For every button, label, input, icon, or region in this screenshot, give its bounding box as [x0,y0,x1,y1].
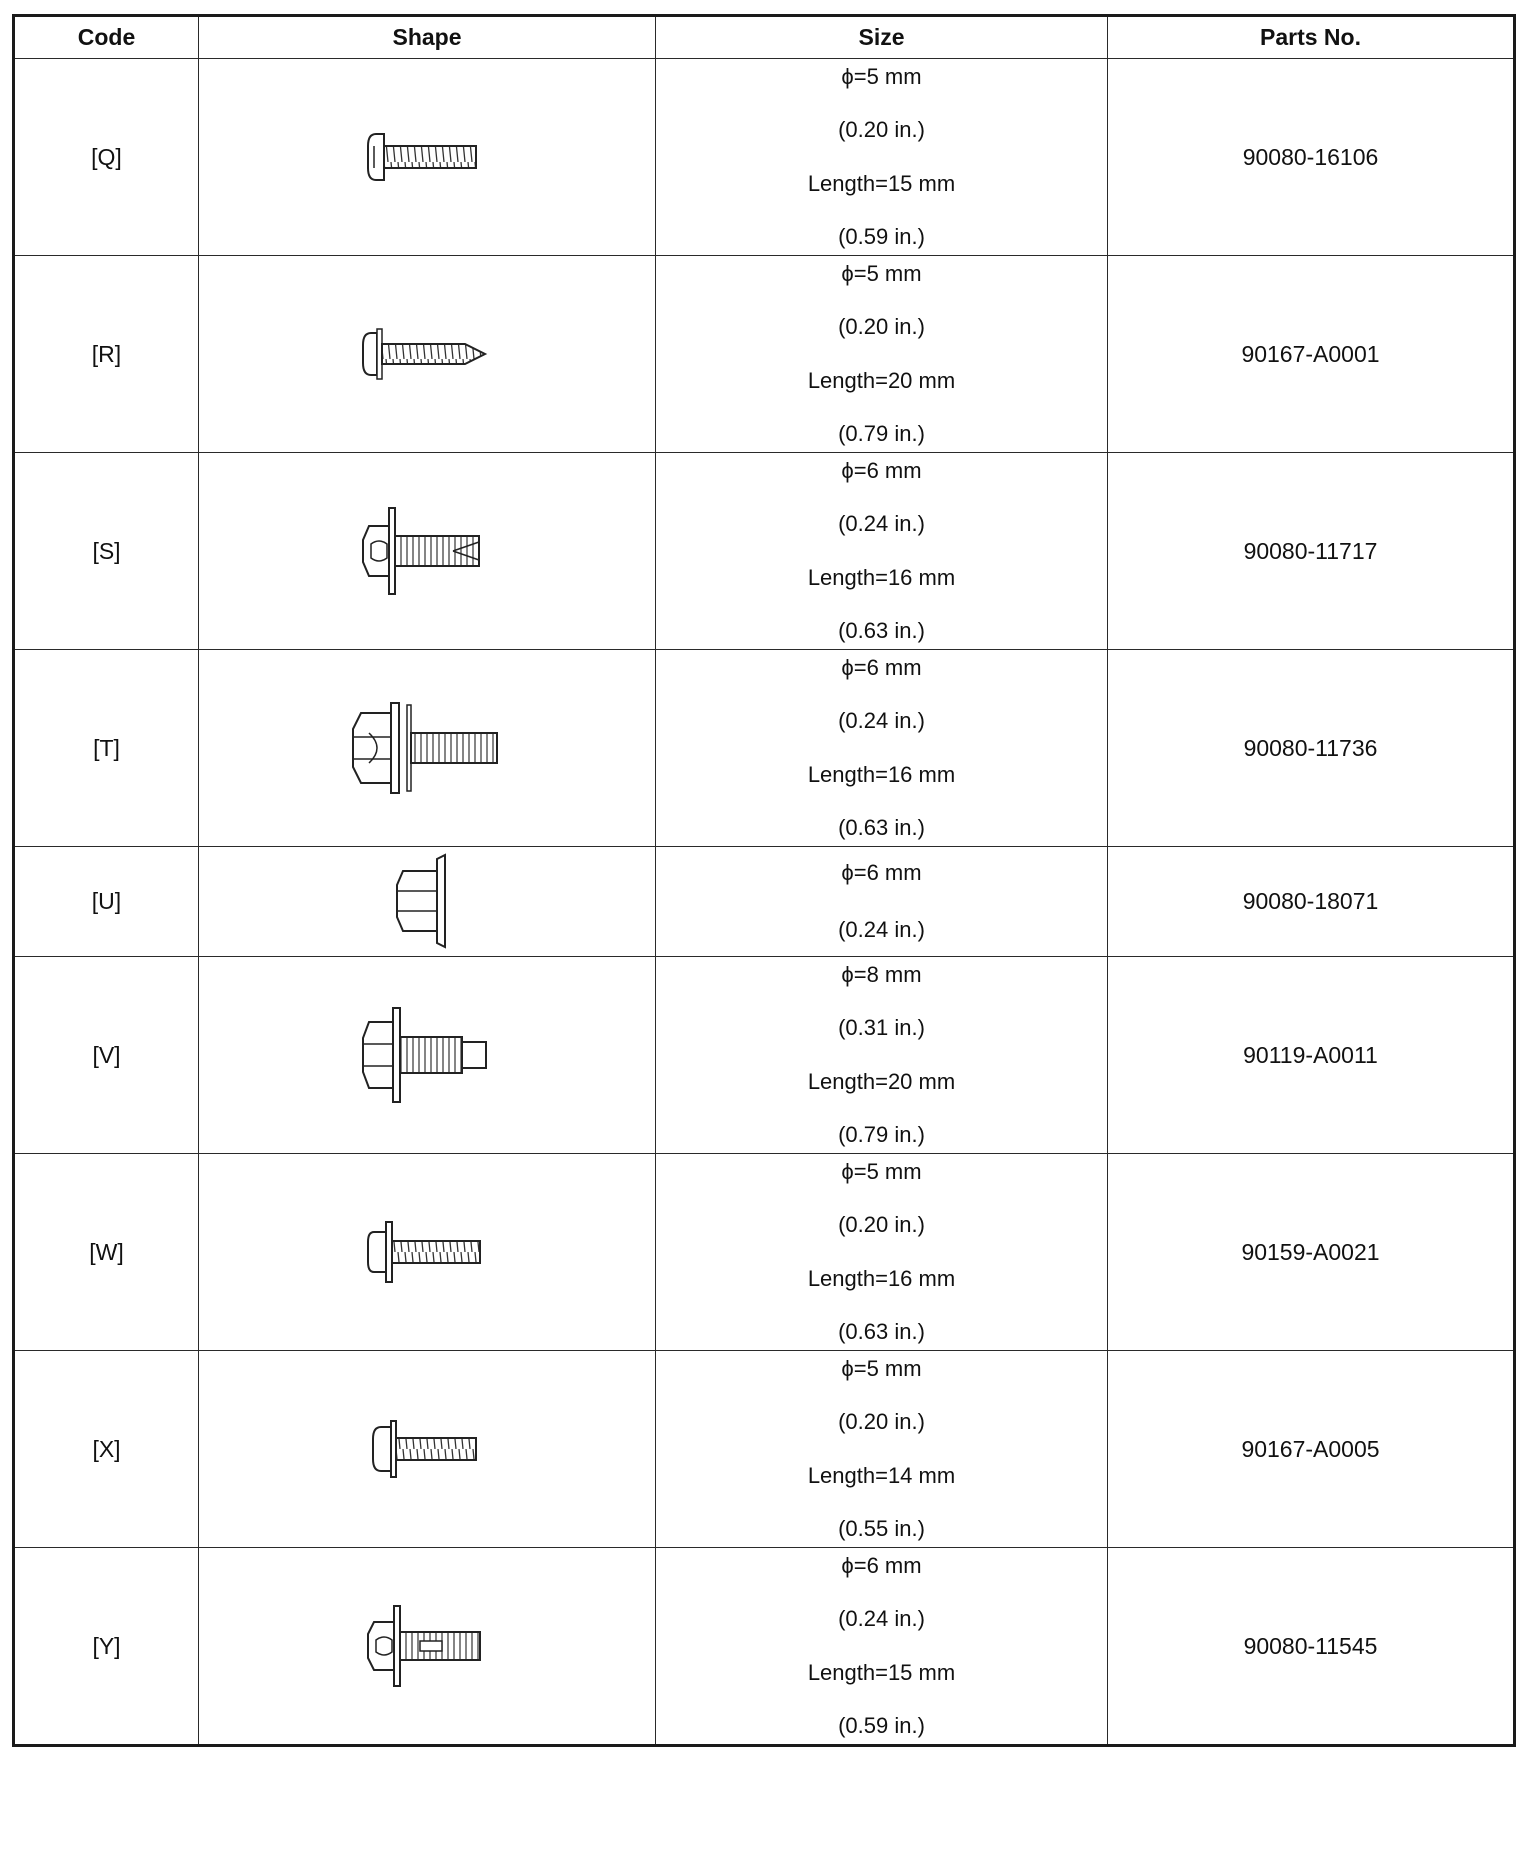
size-length: Length=16 mm [807,1265,956,1291]
table-row [14,453,1515,650]
size-diameter: ϕ=6 mm [841,860,922,885]
size-diameter-in: (0.20 in.) [838,1409,925,1435]
code-cell: [Y] [14,1548,199,1746]
hex-washer-slotted-bolt-icon [362,1596,492,1696]
table-row [14,1351,1515,1548]
size-cell [656,957,1108,1154]
size-diameter-in: (0.20 in.) [838,117,925,143]
hex-washer-stepped-bolt-icon [357,1000,497,1110]
table-row [14,650,1515,847]
parts-no-cell: 90080-18071 [1108,847,1515,957]
size-diameter: ϕ=6 mm [841,458,922,483]
pointed-tapping-screw-icon [357,319,497,389]
size-diameter-in: (0.20 in.) [838,314,925,340]
size-length-in: (0.55 in.) [838,1515,925,1541]
table-row [14,1548,1515,1746]
code-cell: [S] [14,453,199,650]
table-row [14,847,1515,957]
pan-head-tapping-screw-icon [362,122,492,192]
table-row [14,256,1515,453]
size-diameter: ϕ=8 mm [841,962,922,987]
table-row [14,957,1515,1154]
size-length-in: (0.79 in.) [838,1121,925,1147]
code-cell: [W] [14,1154,199,1351]
header-size: Size [656,16,1108,59]
size-cell [656,847,1108,957]
size-diameter-in: (0.31 in.) [838,1015,925,1041]
parts-no-cell: 90080-11717 [1108,453,1515,650]
size-diameter: ϕ=5 mm [841,1356,922,1381]
flange-nut-icon [387,849,467,954]
parts-no-cell: 90080-11545 [1108,1548,1515,1746]
size-diameter: ϕ=6 mm [841,655,922,680]
code-cell: [X] [14,1351,199,1548]
header-shape: Shape [199,16,656,59]
parts-no-cell: 90119-A0011 [1108,957,1515,1154]
hex-washer-slotted-bolt-icon [357,496,497,606]
code-cell: [Q] [14,59,199,256]
shape-cell [199,1154,656,1351]
code-cell: [R] [14,256,199,453]
fastener-table [12,14,1516,1747]
size-diameter-in: (0.20 in.) [838,1212,925,1238]
size-cell [656,256,1108,453]
shape-cell [199,650,656,847]
parts-no-cell: 90080-11736 [1108,650,1515,847]
size-cell [656,59,1108,256]
washer-head-tapping-screw-icon [362,1212,492,1292]
hex-washer-bolt-icon [347,693,507,803]
size-cell [656,650,1108,847]
header-code: Code [14,16,199,59]
size-diameter-in: (0.24 in.) [838,917,925,942]
size-cell [656,1351,1108,1548]
parts-no-cell: 90167-A0001 [1108,256,1515,453]
table-row [14,1154,1515,1351]
size-length: Length=16 mm [807,761,956,787]
code-cell: [V] [14,957,199,1154]
size-length-in: (0.63 in.) [838,1318,925,1344]
parts-no-cell: 90167-A0005 [1108,1351,1515,1548]
shape-cell [199,957,656,1154]
shape-cell [199,453,656,650]
size-diameter: ϕ=5 mm [841,1159,922,1184]
table-row [14,59,1515,256]
size-length: Length=16 mm [807,564,956,590]
size-length: Length=15 mm [807,170,956,196]
size-diameter: ϕ=6 mm [841,1553,922,1578]
size-length-in: (0.63 in.) [838,617,925,643]
size-diameter-in: (0.24 in.) [838,708,925,734]
shape-cell [199,256,656,453]
parts-no-cell: 90080-16106 [1108,59,1515,256]
size-length: Length=14 mm [807,1462,956,1488]
size-cell [656,1154,1108,1351]
size-cell [656,1548,1108,1746]
size-length-in: (0.59 in.) [838,223,925,249]
shape-cell [199,847,656,957]
header-parts-no: Parts No. [1108,16,1515,59]
shape-cell [199,59,656,256]
size-length-in: (0.79 in.) [838,420,925,446]
size-diameter: ϕ=5 mm [841,64,922,89]
size-cell [656,453,1108,650]
size-diameter-in: (0.24 in.) [838,511,925,537]
size-length: Length=20 mm [807,1068,956,1094]
size-length: Length=20 mm [807,367,956,393]
size-diameter-in: (0.24 in.) [838,1606,925,1632]
size-length-in: (0.59 in.) [838,1712,925,1738]
code-cell: [T] [14,650,199,847]
shape-cell [199,1548,656,1746]
size-length-in: (0.63 in.) [838,814,925,840]
flange-head-tapping-screw-icon [367,1409,487,1489]
shape-cell [199,1351,656,1548]
code-cell: [U] [14,847,199,957]
parts-no-cell: 90159-A0021 [1108,1154,1515,1351]
size-length: Length=15 mm [807,1659,956,1685]
size-diameter: ϕ=5 mm [841,261,922,286]
header-row [14,16,1515,59]
